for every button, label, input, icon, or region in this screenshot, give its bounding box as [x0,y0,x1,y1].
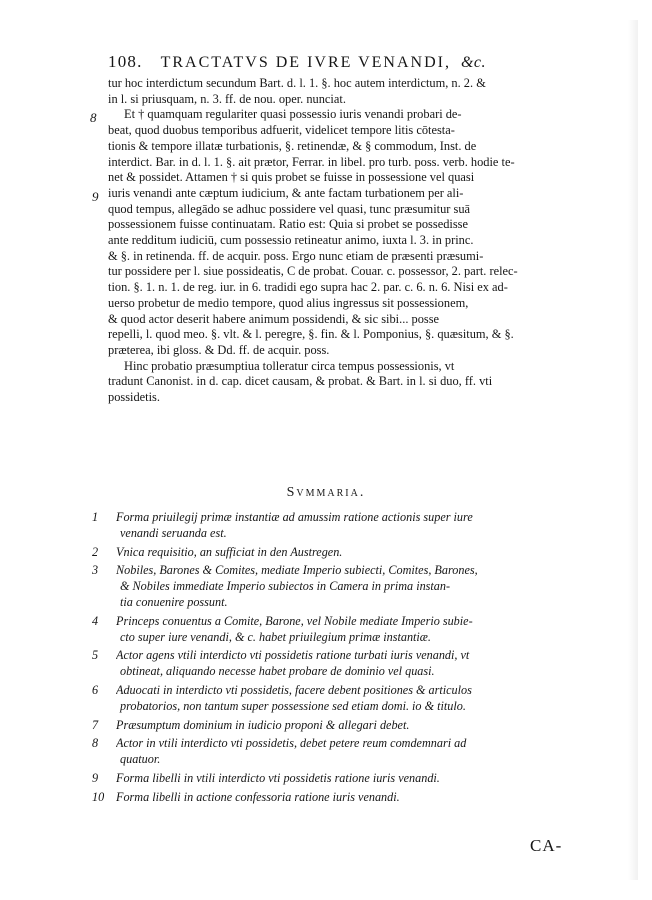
margin-number-8: 8 [90,110,97,125]
summary-line: Actor agens vtili interdicto vti possidetis ratione turbati iuris venandi, vt [116,648,470,663]
body-line: & §. in retinenda. ff. de acquir. poss. Ergo nunc etiam de præsenti præsumi- [108,248,484,263]
body-text [108,76,586,406]
body-line: tur hoc interdictum secundum Bart. d. l. 1. §. hoc autem interdictum, n. 2. & [108,76,486,90]
summary-line: Nobiles, Barones & Comites, mediate Imperio subiecti, Comites, Barones, [116,563,478,578]
body-line: possidetis. [108,390,160,405]
summary-line: obtineat, aliquando necesse habet probare de dominio vel quasi. [120,664,435,679]
summary-item-text [116,648,588,680]
body-line: tradunt Canonist. in d. cap. dicet causam, & probat. & Bart. in l. si duo, ff. vti [108,374,493,389]
summary-item-text [116,718,588,734]
summary-line: quatuor. [120,752,161,767]
summary-item-text [116,510,588,542]
summary-line: Princeps conuentus a Comite, Barone, vel Nobile mediate Imperio subie- [116,613,473,628]
summary-line: Actor in vtili interdicto vti possidetis, debet petere reum comdemnari ad [116,736,467,751]
summary-line: probatorios, non tantum super possessione sed etiam domi. io & titulo. [120,698,466,713]
summary-item-number: 6 [92,682,99,697]
summary-item-text [116,683,588,715]
summary-item-text [116,614,588,646]
summary-line: Forma priuilegij primæ instantiæ ad amussim ratione actionis super iure [116,510,473,524]
summary-item-text [116,790,588,806]
summary-item-number: 2 [92,544,99,559]
summary-item-number: 9 [92,770,99,785]
summary-item-number: 8 [92,736,99,751]
summary-line: tia conuenire possunt. [120,594,228,609]
body-line: tion. §. 1. n. 1. de reg. iur. in 6. tradidi ego supra hac 2. par. c. 6. n. 6. Nisi ex ad- [108,280,508,295]
body-line: net & possidet. Attamen † si quis probet se fuisse in possessione vel quasi [108,170,475,185]
summary-line: Vnica requisitio, an sufficiat in den Austregen. [116,544,343,559]
body-line: Hinc probatio præsumptiua tolleratur circa tempus possessionis, vt [124,358,455,373]
body-line: præterea, ibi gloss. & Dd. ff. de acquir. poss. [108,342,330,357]
summary-item-text [116,771,588,787]
summary-item-number: 10 [92,789,105,804]
body-line: possessionem fuisse continuatam. Ratio est: Quia si probet se possedisse [108,217,468,232]
summary-item [92,683,588,715]
summary-item [92,614,588,646]
body-line: uerso probetur de medio tempore, quod alius ingressus sit possessionem, [108,295,469,310]
body-line: beat, quod duobus temporibus adfuerit, videlicet tempore litis cōtesta- [108,123,455,138]
summary-list [92,510,588,809]
summary-line: & Nobiles immediate Imperio subiectos in Camera in prima instan- [120,579,451,594]
body-line: tur possidere per l. siue possideatis, C de probat. Couar. c. possessor, 2. part. relec- [108,264,518,279]
summary-line: venandi seruanda est. [120,525,227,540]
summary-item-number: 7 [92,717,99,732]
body-line: tionis & tempore illatæ turbationis, §. retinendæ, & § commodum, Inst. de [108,138,477,153]
summary-item [92,771,588,787]
summary-title: Svmmaria. [286,485,366,500]
body-line: Et † quamquam regulariter quasi possessio iuris venandi probari de- [124,107,462,122]
summary-item-number: 4 [92,613,99,628]
summary-line: Forma libelli in vtili interdicto vti possidetis ratione iuris venandi. [116,770,440,785]
summary-item [92,648,588,680]
body-line: & quod actor deserit habere animum possidendi, & sic sibi... posse [108,311,440,326]
body-line: ante redditum iudiciū, cum possessio retineatur animo, iuxta l. 3. in princ. [108,233,474,248]
summary-line: cto super iure venandi, & c. habet priuilegium primæ instantiæ. [120,629,431,644]
page-edge-shadow [628,20,638,880]
summary-item [92,510,588,542]
body-line: in l. si priusquam, n. 3. ff. de nou. oper. nunciat. [108,91,346,106]
page-header [108,52,578,72]
summary-item-text [116,736,588,768]
summary-line: Præsumptum dominium in iudicio proponi & allegari debet. [116,717,410,732]
running-head: TRACTATVS DE IVRE VENANDI, [160,54,451,71]
running-head-etc: &c. [460,54,487,71]
body-line: iuris venandi ante cæptum iudicium, & ante factam turbationem per ali- [108,185,464,200]
body-line: quod tempus, allegādo se adhuc possidere vel quasi, tunc præsumitur suā [108,201,471,216]
body-line: repelli, l. quod meo. §. vlt. & l. peregre, §. fin. & l. Pomponius, §. quæsitum, & §. [108,327,514,342]
summary-item [92,790,588,806]
summary-item-text [116,563,588,610]
summary-line: Aduocati in interdicto vti possidetis, facere debent positiones & articulos [116,682,472,697]
body-line: interdict. Bar. in d. l. 1. §. ait prætor, Ferrar. in libel. pro turb. poss. verb. hodie te- [108,154,515,169]
summary-item-text [116,545,588,561]
margin-number-9: 9 [92,189,99,204]
summary-item [92,718,588,734]
summary-line: Forma libelli in actione confessoria ratione iuris venandi. [116,789,400,804]
page-number: 108. [108,52,143,71]
summary-item [92,545,588,561]
summary-item [92,736,588,768]
summary-item-number: 1 [92,510,99,524]
catchword: CA- [530,836,563,855]
summary-item-number: 3 [92,563,99,578]
summary-item-number: 5 [92,648,99,663]
summary-item [92,563,588,610]
